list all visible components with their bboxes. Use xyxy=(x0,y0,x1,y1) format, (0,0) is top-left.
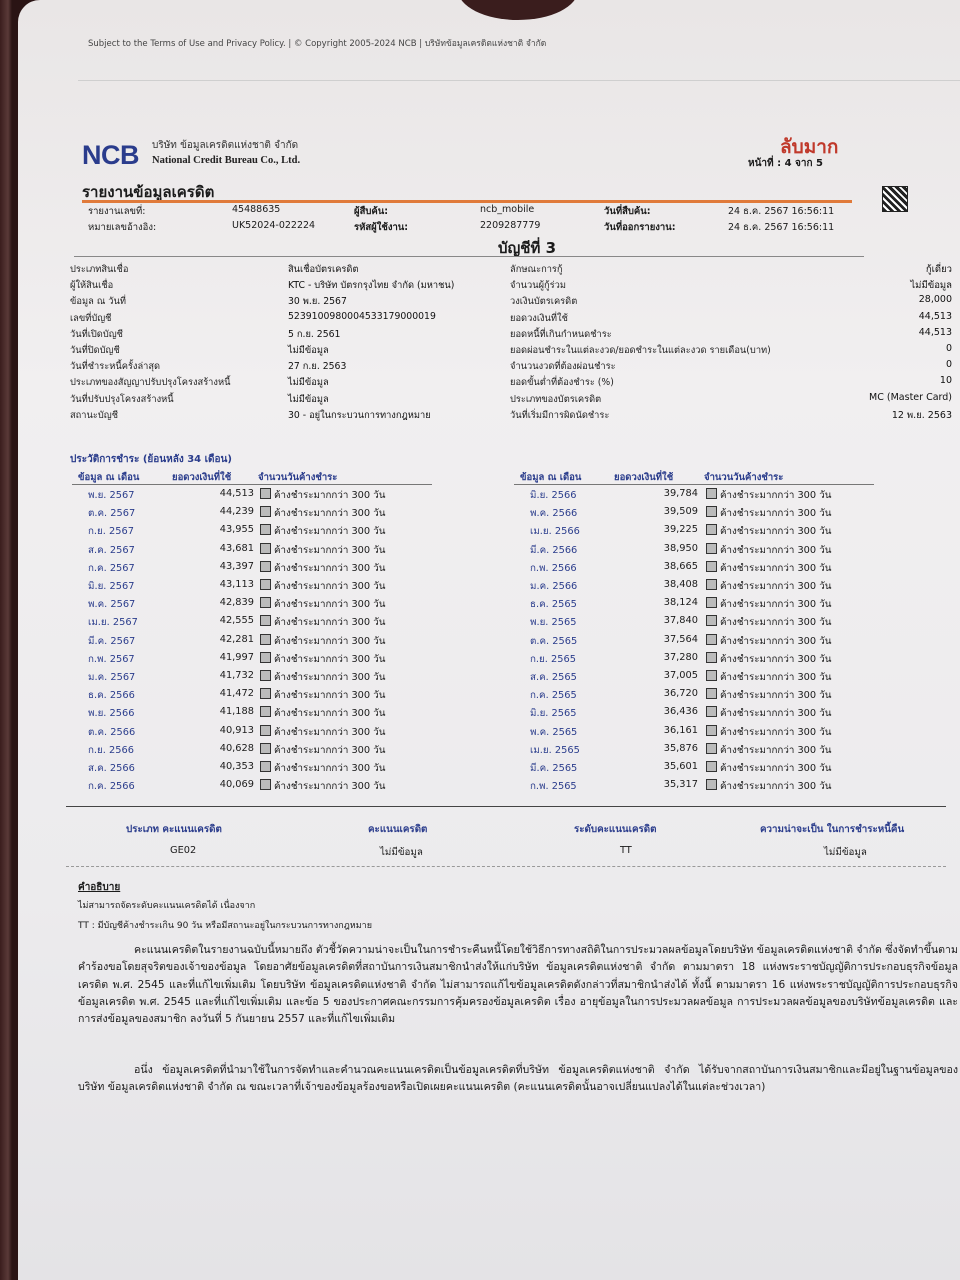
ref-no: UK52024-022224 xyxy=(232,220,316,231)
status-box-icon xyxy=(260,761,271,772)
history-amount: 37,564 xyxy=(663,633,698,645)
ncb-logo: NCB xyxy=(82,140,139,170)
history-status xyxy=(260,652,385,667)
history-status-text: ค้างชำระมากกว่า 300 วัน xyxy=(720,653,832,665)
history-amount: 35,317 xyxy=(663,779,698,791)
history-amount: 43,681 xyxy=(219,542,254,554)
status-box-icon xyxy=(260,634,271,645)
history-amount: 38,950 xyxy=(663,542,698,554)
status-box-icon xyxy=(706,579,717,590)
history-amount: 39,784 xyxy=(663,488,698,499)
account-field-value: 44,513 xyxy=(918,310,952,322)
history-amount: 39,225 xyxy=(663,524,698,536)
history-month: ส.ค. 2565 xyxy=(530,672,577,683)
history-month: ต.ค. 2567 xyxy=(88,508,136,520)
account-field-value: 30 พ.ย. 2567 xyxy=(288,296,347,308)
status-box-icon xyxy=(260,561,271,572)
history-amount: 44,239 xyxy=(219,506,254,518)
account-field-label: ยอดขั้นต่ำที่ต้องชำระ (%) xyxy=(510,377,614,389)
history-status xyxy=(260,561,385,576)
account-field-label: จำนวนผู้กู้ร่วม xyxy=(510,280,567,292)
history-status-text: ค้างชำระมากกว่า 300 วัน xyxy=(720,690,832,702)
history-status xyxy=(706,543,831,558)
inquirer-label: ผู้สืบค้น: xyxy=(354,206,389,217)
history-status xyxy=(260,743,385,758)
history-month: มิ.ย. 2567 xyxy=(88,581,135,592)
history-month: เม.ย. 2565 xyxy=(530,744,580,756)
status-box-icon xyxy=(706,779,717,790)
history-amount: 37,005 xyxy=(663,670,698,681)
history-status xyxy=(260,706,385,721)
account-field-value: 5 ก.ย. 2561 xyxy=(288,328,341,340)
history-status-text: ค้างชำระมากกว่า 300 วัน xyxy=(274,781,386,793)
status-box-icon xyxy=(706,543,717,554)
status-box-icon xyxy=(706,688,717,699)
history-amount: 43,955 xyxy=(219,524,254,536)
issue-date-label: วันที่ออกรายงาน: xyxy=(604,222,676,233)
history-status xyxy=(260,488,385,503)
history-col-status: จำนวนวันค้างชำระ xyxy=(704,472,784,483)
account-field-label: ยอดหนี้ที่เกินกำหนดชำระ xyxy=(510,328,612,340)
history-status-text: ค้างชำระมากกว่า 300 วัน xyxy=(720,599,832,611)
history-status-text: ค้างชำระมากกว่า 300 วัน xyxy=(274,562,386,574)
history-status-text: ค้างชำระมากกว่า 300 วัน xyxy=(274,617,386,629)
status-box-icon xyxy=(260,725,271,736)
history-amount: 40,628 xyxy=(219,742,254,754)
history-status xyxy=(260,688,385,703)
history-status-text: ค้างชำระมากกว่า 300 วัน xyxy=(720,581,832,592)
account-field-label: วันที่ปรับปรุงโครงสร้างหนี้ xyxy=(70,393,174,405)
history-month: เม.ย. 2567 xyxy=(88,617,138,629)
history-month: มี.ค. 2567 xyxy=(88,635,136,647)
history-amount: 41,732 xyxy=(219,670,254,681)
history-status xyxy=(260,506,385,521)
history-status-text: ค้างชำระมากกว่า 300 วัน xyxy=(274,544,386,556)
history-status xyxy=(260,670,385,685)
divider xyxy=(66,806,946,807)
account-field-value: KTC - บริษัท บัตรกรุงไทย จำกัด (มหาชน) xyxy=(288,280,455,292)
status-box-icon xyxy=(260,688,271,699)
history-status xyxy=(706,670,831,685)
account-field-value: สินเชื่อบัตรเครดิต xyxy=(288,264,359,275)
history-month: ก.พ. 2567 xyxy=(88,653,135,665)
history-amount: 37,280 xyxy=(663,651,698,663)
history-month: มิ.ย. 2565 xyxy=(530,708,577,720)
history-month: ก.ย. 2566 xyxy=(88,744,134,756)
history-status xyxy=(706,488,831,503)
history-month: ธ.ค. 2565 xyxy=(530,599,577,611)
history-status-text: ค้างชำระมากกว่า 300 วัน xyxy=(274,672,386,683)
account-field-label: ประเภทของบัตรเครดิต xyxy=(510,393,602,405)
ref-no-label: หมายเลขอ้างอิง: xyxy=(88,222,157,233)
disclaimer-paragraph: อนึ่ง ข้อมูลเครดิตที่นำมาใช้ในการจัดทำและคำนวณคะแนนเครดิตเป็นข้อมูลเครดิตที่บริษัท ข้อมูลเครดิตแห่งชาติ จำกัด ได้รับจากสถาบันการเงินสมาชิกและมีอยู่ในฐานข้อมูลของบริษัท ข้อมูลเครดิตแห่งชาติ จำกัด ณ ขณะเวลาที่เจ้าของข้อมูลร้องขอหรือเปิดเผยคะแนนเครดิต (คะแนนเครดิตนั้นอาจเปลี่ยนแปลงได้ในแต่ละช่วงเวลา) xyxy=(78,1064,958,1094)
status-box-icon xyxy=(260,652,271,663)
history-month: ก.พ. 2565 xyxy=(530,781,577,793)
history-month: พ.ค. 2567 xyxy=(88,599,136,611)
inquirer: ncb_mobile xyxy=(480,204,535,215)
account-field-label: ยอดวงเงินที่ใช้ xyxy=(510,312,568,324)
score-level-label: ระดับคะแนนเครดิต xyxy=(574,824,657,835)
history-month: ม.ค. 2566 xyxy=(530,581,578,592)
history-status xyxy=(706,652,831,667)
history-status-text: ค้างชำระมากกว่า 300 วัน xyxy=(720,744,832,756)
history-col-month: ข้อมูล ณ เดือน xyxy=(78,472,140,483)
account-field-value: 5239100980004533179000019 xyxy=(288,310,436,322)
explanation-line: ไม่สามารถจัดระดับคะแนนเครดิตได้ เนื่องจาก xyxy=(78,901,256,911)
history-month: เม.ย. 2566 xyxy=(530,526,580,538)
history-status xyxy=(260,725,385,740)
history-amount: 38,408 xyxy=(663,579,698,590)
report-no: 45488635 xyxy=(232,204,281,215)
score-label: คะแนนเครดิต xyxy=(368,824,428,835)
history-status xyxy=(706,615,831,630)
account-field-label: ข้อมูล ณ วันที่ xyxy=(70,296,127,308)
account-field-label: วันที่เริ่มมีการผิดนัดชำระ xyxy=(510,409,610,421)
history-status xyxy=(260,779,385,794)
history-status-text: ค้างชำระมากกว่า 300 วัน xyxy=(720,672,832,683)
history-status-text: ค้างชำระมากกว่า 300 วัน xyxy=(274,690,386,702)
history-status-text: ค้างชำระมากกว่า 300 วัน xyxy=(720,781,832,793)
status-box-icon xyxy=(260,506,271,517)
history-status xyxy=(706,779,831,794)
status-box-icon xyxy=(706,488,717,499)
history-status xyxy=(706,706,831,721)
status-box-icon xyxy=(260,579,271,590)
history-month: ก.ค. 2566 xyxy=(88,781,135,793)
history-amount: 42,281 xyxy=(219,633,254,645)
history-month: ก.ค. 2567 xyxy=(88,562,135,574)
history-status-text: ค้างชำระมากกว่า 300 วัน xyxy=(274,726,386,738)
history-month: พ.ค. 2565 xyxy=(530,726,578,738)
history-status xyxy=(706,761,831,776)
status-box-icon xyxy=(260,670,271,681)
history-amount: 37,840 xyxy=(663,615,698,627)
history-status xyxy=(706,579,831,594)
history-amount: 42,839 xyxy=(219,597,254,609)
history-status xyxy=(260,597,385,612)
camera-notch xyxy=(458,0,578,20)
history-status-text: ค้างชำระมากกว่า 300 วัน xyxy=(720,763,832,774)
status-box-icon xyxy=(706,524,717,535)
history-title: ประวัติการชำระ (ย้อนหลัง 34 เดือน) xyxy=(70,454,232,465)
history-amount: 38,124 xyxy=(663,597,698,609)
history-status-text: ค้างชำระมากกว่า 300 วัน xyxy=(720,562,832,574)
account-field-label: สถานะบัญชี xyxy=(70,409,119,421)
history-status-text: ค้างชำระมากกว่า 300 วัน xyxy=(274,581,386,592)
history-status xyxy=(260,579,385,594)
status-box-icon xyxy=(260,488,271,499)
account-field-label: จำนวนงวดที่ต้องผ่อนชำระ xyxy=(510,361,616,373)
qr-code-icon xyxy=(882,186,908,212)
history-status-text: ค้างชำระมากกว่า 300 วัน xyxy=(720,508,832,520)
history-status-text: ค้างชำระมากกว่า 300 วัน xyxy=(274,763,386,774)
repay-probability-label: ความน่าจะเป็น ในการชำระหนี้คืน xyxy=(760,824,905,835)
history-amount: 39,509 xyxy=(663,506,698,518)
history-amount: 38,665 xyxy=(663,560,698,572)
account-field-label: ประเภทของสัญญาปรับปรุงโครงสร้างหนี้ xyxy=(70,377,231,389)
status-box-icon xyxy=(260,743,271,754)
history-amount: 36,720 xyxy=(663,688,698,700)
history-status-text: ค้างชำระมากกว่า 300 วัน xyxy=(720,526,832,538)
history-status-text: ค้างชำระมากกว่า 300 วัน xyxy=(274,635,386,647)
history-status xyxy=(706,506,831,521)
history-status-text: ค้างชำระมากกว่า 300 วัน xyxy=(720,726,832,738)
score-type-label: ประเภท คะแนนเครดิต xyxy=(126,824,222,835)
history-month: ต.ค. 2565 xyxy=(530,635,578,647)
history-month: พ.ย. 2567 xyxy=(88,490,135,501)
account-field-value: ไม่มีข้อมูล xyxy=(288,377,329,389)
account-field-label: เลขที่บัญชี xyxy=(70,312,112,324)
history-month: ธ.ค. 2566 xyxy=(88,690,135,702)
report-title: รายงานข้อมูลเครดิต xyxy=(82,183,215,201)
history-month: ก.ย. 2567 xyxy=(88,526,134,538)
status-box-icon xyxy=(706,634,717,645)
account-field-value: 0 xyxy=(945,359,952,371)
status-box-icon xyxy=(706,561,717,572)
history-amount: 44,513 xyxy=(219,488,254,499)
history-status-text: ค้างชำระมากกว่า 300 วัน xyxy=(720,617,832,629)
account-field-value: กู้เดี่ยว xyxy=(925,264,952,275)
history-status-text: ค้างชำระมากกว่า 300 วัน xyxy=(720,635,832,647)
history-status-text: ค้างชำระมากกว่า 300 วัน xyxy=(720,544,832,556)
account-field-label: วงเงินบัตรเครดิต xyxy=(510,296,578,308)
account-field-value: 0 xyxy=(945,343,952,354)
terms-note: Subject to the Terms of Use and Privacy Policy. | © Copyright 2005-2024 NCB | บริษัทข้อมูลเครดิตแห่งชาติ จำกัด xyxy=(88,39,547,49)
account-field-label: ประเภทสินเชื่อ xyxy=(70,264,129,275)
history-amount: 35,601 xyxy=(663,761,698,772)
account-field-value: 44,513 xyxy=(918,326,952,338)
history-month: ก.ค. 2565 xyxy=(530,690,577,702)
status-box-icon xyxy=(706,725,717,736)
history-col-status: จำนวนวันค้างชำระ xyxy=(258,472,338,483)
history-status xyxy=(706,725,831,740)
status-box-icon xyxy=(260,615,271,626)
status-box-icon xyxy=(706,761,717,772)
history-amount: 41,188 xyxy=(219,706,254,718)
history-status-text: ค้างชำระมากกว่า 300 วัน xyxy=(274,708,386,720)
account-field-value: 27 ก.ย. 2563 xyxy=(288,361,347,373)
company-name-en: National Credit Bureau Co., Ltd. xyxy=(152,155,301,166)
history-amount: 40,913 xyxy=(219,724,254,736)
account-field-value: ไม่มีข้อมูล xyxy=(288,393,329,405)
account-title: บัญชีที่ 3 xyxy=(498,239,557,257)
account-field-value: 28,000 xyxy=(918,294,952,306)
status-box-icon xyxy=(706,652,717,663)
inquiry-date-label: วันที่สืบค้น: xyxy=(604,206,651,217)
repay-probability-value: ไม่มีข้อมูล xyxy=(824,847,867,858)
explanation-title: คำอธิบาย xyxy=(78,882,121,893)
history-amount: 36,436 xyxy=(663,706,698,718)
status-box-icon xyxy=(706,597,717,608)
divider xyxy=(514,484,874,485)
history-col-amount: ยอดวงเงินที่ใช้ xyxy=(172,472,232,483)
status-box-icon xyxy=(260,597,271,608)
status-box-icon xyxy=(706,615,717,626)
history-status-text: ค้างชำระมากกว่า 300 วัน xyxy=(720,708,832,720)
disclaimer-paragraph: คะแนนเครดิตในรายงานฉบับนี้หมายถึง ตัวชี้วัดความน่าจะเป็นในการชำระคืนหนี้โดยใช้วิธีการทางสถิติในการประมวลผลข้อมูลโดยบริษัท ข้อมูลเครดิตแห่งชาติ จำกัด ซึ่งจัดทำขึ้นตามคำร้องขอโดยสุจริตของเจ้าของข้อมูล โดยอาศัยข้อมูลเครดิตที่สถาบันการเงินสมาชิกนำส่งให้แก่บริษัท ข้อมูลเครดิตแห่งชาติ จำกัด ตามมาตรา 18 แห่งพระราชบัญญัติการประกอบธุรกิจข้อมูลเครดิต พ.ศ. 2545 และที่แก้ไขเพิ่มเติม โดยบริษัท ข้อมูลเครดิตแห่งชาติ จำกัด ไม่สามารถแก้ไขข้อมูลเครดิตดังกล่าวที่สมาชิกนำส่งได้ ทั้งนี้ ตามมาตรา 16 แห่งพระราชบัญญัติการประกอบธุรกิจข้อมูลเครดิต พ.ศ. 2545 และที่แก้ไขเพิ่มเติม และข้อ 5 ของประกาศคณะกรรมการคุ้มครองข้อมูลเครดิต เรื่อง อายุข้อมูลในการประมวลผลข้อมูล การประมวลผลข้อมูลของบริษัทข้อมูลเครดิต และการส่งข้อมูลของสมาชิก ลงวันที่ 5 กันยายน 2557 และที่แก้ไขเพิ่มเติม xyxy=(78,944,958,1026)
account-field-label: วันที่ชำระหนี้ครั้งล่าสุด xyxy=(70,361,161,373)
history-amount: 40,353 xyxy=(219,761,254,772)
history-status xyxy=(706,688,831,703)
company-name-th: บริษัท ข้อมูลเครดิตแห่งชาติ จำกัด xyxy=(152,140,299,151)
history-status-text: ค้างชำระมากกว่า 300 วัน xyxy=(274,508,386,520)
history-month: มิ.ย. 2566 xyxy=(530,490,577,501)
report-no-label: รายงานเลขที่: xyxy=(88,206,146,217)
history-status xyxy=(260,634,385,649)
score-type-value: GE02 xyxy=(170,845,197,856)
history-status-text: ค้างชำระมากกว่า 300 วัน xyxy=(720,490,832,501)
score-level-value: TT xyxy=(620,845,632,856)
history-status xyxy=(706,561,831,576)
history-status xyxy=(706,634,831,649)
history-amount: 36,161 xyxy=(663,724,698,736)
history-month: ก.ย. 2565 xyxy=(530,653,576,665)
history-month: พ.ค. 2566 xyxy=(530,508,578,520)
history-amount: 40,069 xyxy=(219,779,254,791)
history-amount: 43,113 xyxy=(219,579,254,590)
history-month: มี.ค. 2566 xyxy=(530,544,578,556)
score-value: ไม่มีข้อมูล xyxy=(380,847,423,858)
report-page xyxy=(18,0,960,1280)
page-number: หน้าที่ : 4 จาก 5 xyxy=(748,158,824,169)
account-field-value: 30 - อยู่ในกระบวนการทางกฎหมาย xyxy=(288,409,431,421)
member-code: 2209287779 xyxy=(480,220,541,231)
confidential-label: ลับมาก xyxy=(780,136,839,158)
history-status xyxy=(260,543,385,558)
divider xyxy=(72,484,432,485)
history-amount: 42,555 xyxy=(219,615,254,627)
history-month: มี.ค. 2565 xyxy=(530,763,578,774)
history-amount: 43,397 xyxy=(219,560,254,572)
history-status-text: ค้างชำระมากกว่า 300 วัน xyxy=(274,653,386,665)
account-field-label: วันที่ปิดบัญชี xyxy=(70,345,120,356)
history-month: ก.พ. 2566 xyxy=(530,562,577,574)
status-box-icon xyxy=(260,543,271,554)
history-status xyxy=(260,761,385,776)
explanation-line: TT : มีบัญชีค้างชำระเกิน 90 วัน หรือมีสถานะอยู่ในกระบวนการทางกฎหมาย xyxy=(78,921,372,931)
history-status xyxy=(260,524,385,539)
history-status-text: ค้างชำระมากกว่า 300 วัน xyxy=(274,526,386,538)
history-status xyxy=(260,615,385,630)
history-month: ม.ค. 2567 xyxy=(88,672,136,683)
account-field-label: ยอดผ่อนชำระในแต่ละงวด/ยอดชำระในแต่ละงวด รายเดือน(บาท) xyxy=(510,345,771,356)
divider xyxy=(74,256,864,257)
history-month: ส.ค. 2566 xyxy=(88,763,135,774)
history-status xyxy=(706,597,831,612)
account-field-value: ไม่มีข้อมูล xyxy=(288,345,329,356)
account-field-label: วันที่เปิดบัญชี xyxy=(70,328,123,340)
account-field-label: ลักษณะการกู้ xyxy=(510,264,563,275)
history-month: พ.ย. 2565 xyxy=(530,617,577,629)
issue-date: 24 ธ.ค. 2567 16:56:11 xyxy=(728,222,835,233)
account-field-value: 12 พ.ย. 2563 xyxy=(891,409,952,421)
history-status-text: ค้างชำระมากกว่า 300 วัน xyxy=(274,599,386,611)
history-status-text: ค้างชำระมากกว่า 300 วัน xyxy=(274,744,386,756)
status-box-icon xyxy=(706,706,717,717)
history-amount: 41,472 xyxy=(219,688,254,700)
member-code-label: รหัสผู้ใช้งาน: xyxy=(354,222,409,233)
status-box-icon xyxy=(260,706,271,717)
history-col-month: ข้อมูล ณ เดือน xyxy=(520,472,582,483)
history-status xyxy=(706,743,831,758)
history-month: ส.ค. 2567 xyxy=(88,544,135,556)
divider xyxy=(66,866,946,867)
history-status-text: ค้างชำระมากกว่า 300 วัน xyxy=(274,490,386,501)
status-box-icon xyxy=(260,779,271,790)
history-month: พ.ย. 2566 xyxy=(88,708,135,720)
history-month: ต.ค. 2566 xyxy=(88,726,136,738)
history-amount: 35,876 xyxy=(663,742,698,754)
status-box-icon xyxy=(706,506,717,517)
title-underline xyxy=(82,200,852,203)
account-field-value: 10 xyxy=(939,375,952,387)
account-field-value: MC (Master Card) xyxy=(869,391,952,403)
account-field-label: ผู้ให้สินเชื่อ xyxy=(70,280,114,292)
history-status xyxy=(706,524,831,539)
inquiry-date: 24 ธ.ค. 2567 16:56:11 xyxy=(728,206,835,217)
account-field-value: ไม่มีข้อมูล xyxy=(910,280,952,292)
history-col-amount: ยอดวงเงินที่ใช้ xyxy=(614,472,674,483)
status-box-icon xyxy=(260,524,271,535)
status-box-icon xyxy=(706,670,717,681)
history-amount: 41,997 xyxy=(219,651,254,663)
status-box-icon xyxy=(706,743,717,754)
divider xyxy=(78,80,960,81)
